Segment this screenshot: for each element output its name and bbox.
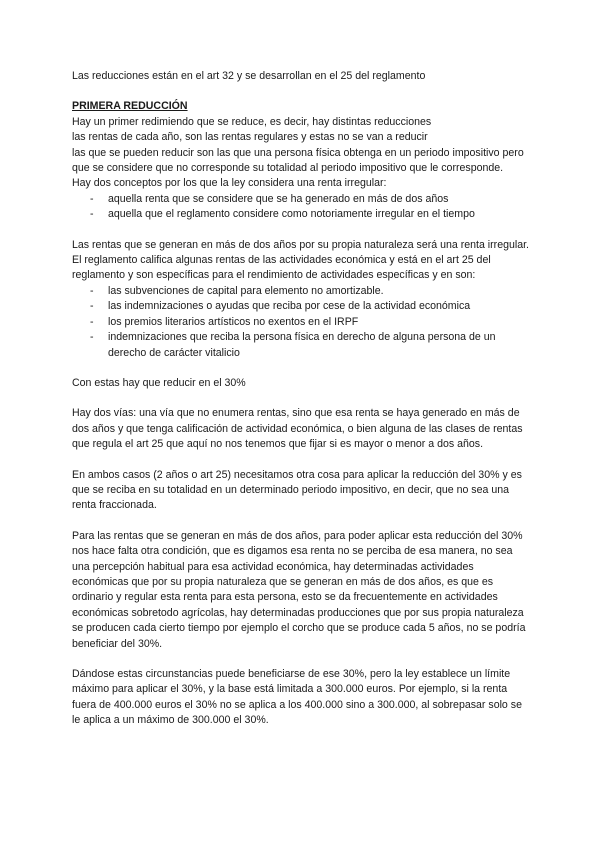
list-item bbox=[72, 330, 530, 361]
paragraph: Para las rentas que se generan en más de dos años, para poder aplicar esta reducción del 30% nos hace falta otra condición, que es digamos esa renta no se perciba de esa manera, no sea una percepción habitual para esa actividad económica, hay determinadas actividades económicas que por su propia naturaleza que se generan en más de dos años, es que es ordinario y regular esta renta para esta persona, esto se da frecuentemente en actividades económicas sobretodo agrícolas, hay determinadas producciones que por sus propia naturaleza se producen cada cierto tiempo por ejemplo el corcho que se produce cada 5 años, no se podría beneficiar del 30%. bbox=[72, 529, 526, 650]
list-item-text: indemnizaciones que reciba la persona física en derecho de alguna persona de un derecho de carácter vitalicio bbox=[108, 331, 496, 359]
paragraph: Con estas hay que reducir en el 30% bbox=[72, 376, 246, 389]
document-body bbox=[72, 69, 530, 729]
paragraph-line: las que se pueden reducir son las que una persona física obtenga en un periodo impositivo pero que se considere que no corresponde su totalidad al periodo impositivo que le corresponde. bbox=[72, 146, 524, 175]
list-item-text: los premios literarios artísticos no exentos en el IRPF bbox=[108, 315, 359, 328]
list-item-text: las subvenciones de capital para elemento no amortizable. bbox=[108, 284, 384, 297]
paragraph: Hay dos conceptos por los que la ley considera una renta irregular: bbox=[72, 177, 387, 190]
specific-rents-list bbox=[72, 284, 530, 361]
irregular-concepts-list bbox=[72, 192, 530, 223]
list-item bbox=[72, 299, 530, 314]
list-item bbox=[72, 284, 530, 299]
list-item bbox=[72, 315, 530, 330]
intro-paragraph: Las reducciones están en el art 32 y se desarrollan en el 25 del reglamento bbox=[72, 70, 426, 82]
paragraph: En ambos casos (2 años o art 25) necesitamos otra cosa para aplicar la reducción del 30% y es que se reciba en su totalidad en un determinado periodo impositivo, en decir, que no sea una renta fraccionada. bbox=[72, 468, 522, 512]
paragraph: Hay dos vías: una vía que no enumera rentas, sino que esa renta se haya generado en más de dos años y que tenga calificación de actividad económica, o bien alguna de las clases de rentas que regula el art 25 que aquí no nos tenemos que fijar si es mayor o menor a dos años. bbox=[72, 407, 523, 451]
bullet-dash: - bbox=[90, 208, 94, 221]
bullet-dash: - bbox=[90, 315, 94, 328]
paragraph-line: las rentas de cada año, son las rentas regulares y estas no se van a reducir bbox=[72, 131, 428, 144]
bullet-dash: - bbox=[90, 331, 94, 344]
bullet-dash: - bbox=[90, 192, 94, 205]
paragraph-line: Hay un primer redimiendo que se reduce, es decir, hay distintas reducciones bbox=[72, 115, 432, 128]
list-item bbox=[72, 207, 530, 222]
bullet-dash: - bbox=[90, 300, 94, 313]
list-item-text: aquella renta que se considere que se ha generado en más de dos años bbox=[108, 192, 449, 205]
list-item bbox=[72, 192, 530, 207]
paragraph: Dándose estas circunstancias puede beneficiarse de ese 30%, pero la ley establece un límite máximo para aplicar el 30%, y la base está limitada a 300.000 euros. Por ejemplo, si la renta fuera de 400.000 euros el 30% no se aplica a los 400.000 sino a 300.000, al sobrepasar solo se le aplica a un máximo de 300.000 el 30%. bbox=[72, 668, 522, 727]
section-heading: PRIMERA REDUCCIÓN bbox=[72, 100, 188, 113]
bullet-dash: - bbox=[90, 284, 94, 297]
list-item-text: aquella que el reglamento considere como notoriamente irregular en el tiempo bbox=[108, 208, 475, 221]
list-item-text: las indemnizaciones o ayudas que reciba por cese de la actividad económica bbox=[108, 300, 471, 313]
paragraph: Las rentas que se generan en más de dos años por su propia naturaleza será una renta irregular. El reglamento califica algunas rentas de las actividades económica y está en el art 25 del reglamento y son específicas para el rendimiento de actividades específicas y en son: bbox=[72, 238, 529, 282]
